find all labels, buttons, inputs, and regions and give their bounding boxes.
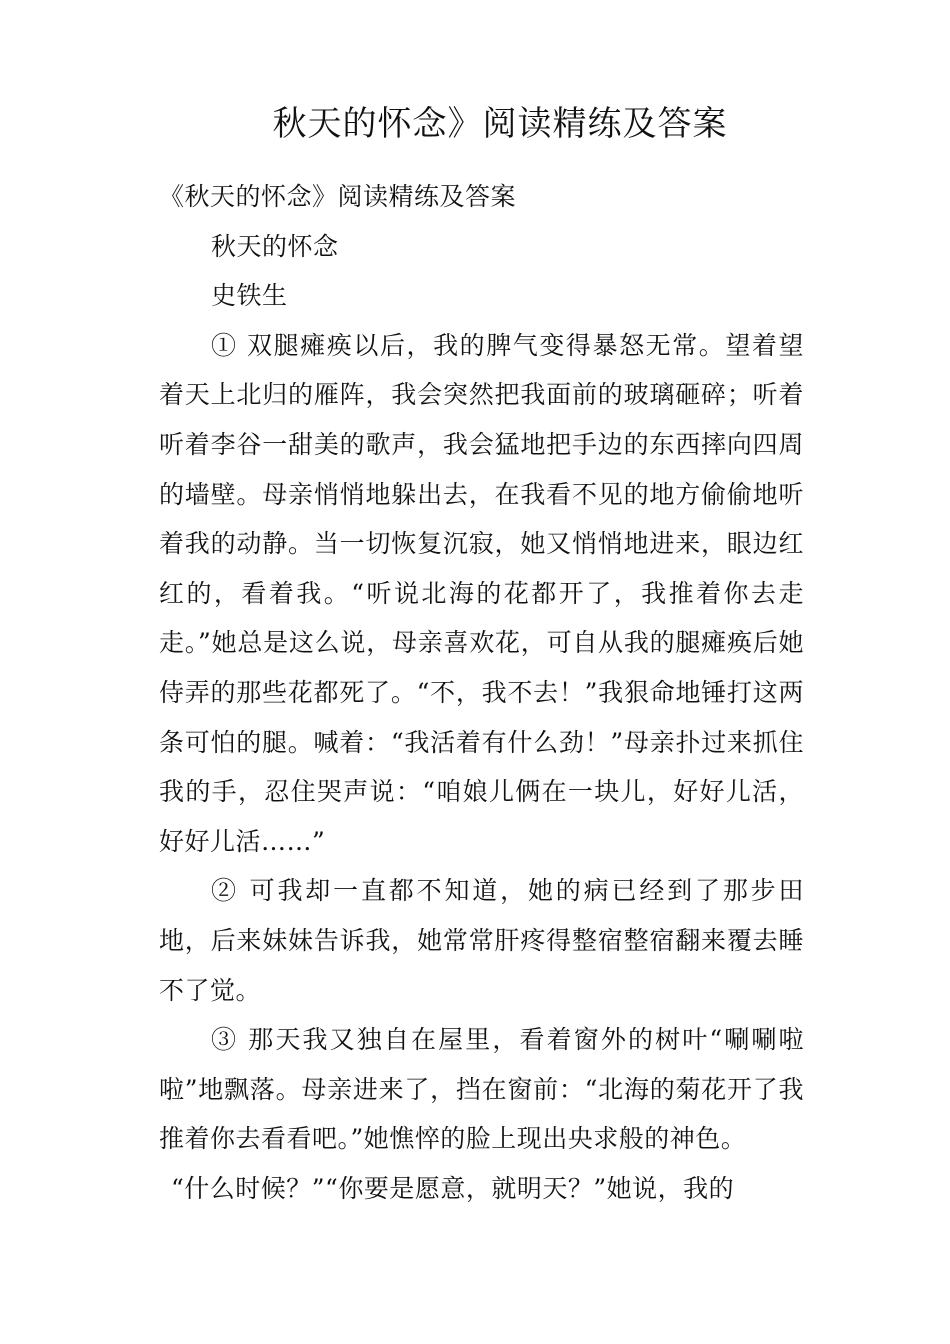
- document-title: 秋天的怀念》阅读精练及答案: [272, 104, 728, 144]
- paragraph-2: ② 可我却一直都不知道，她的病已经到了那步田地，后来妹妹告诉我，她常常肝疼得整宿整宿翻来覆去睡不了觉。: [159, 876, 804, 1005]
- paragraph-1: ① 双腿瘫痪以后，我的脾气变得暴怒无常。望着望着天上北归的雁阵，我会突然把我面前的玻璃砸碎；听着听着李谷一甜美的歌声，我会猛地把手边的东西摔向四周的墙壁。母亲悄悄地躲出去，在我看不见的地方偷偷地听着我的动静。当一切恢复沉寂，她又悄悄地进来，眼边红红的，看着我。“听说北海的花都开了，我推着你去走走。”她总是这么说，母亲喜欢花，可自从我的腿瘫痪后她侍弄的那些花都死了。“不，我不去！”我狠命地锤打这两条可怕的腿。喊着：“我活着有什么劲！”母亲扑过来抓住我的手，忍住哭声说：“咱娘儿俩在一块儿，好好儿活，好好儿活……”: [159, 330, 804, 856]
- paragraph-3: ③ 那天我又独自在屋里，看着窗外的树叶“唰唰啦啦”地飘落。母亲进来了，挡在窗前：“北海的菊花开了我推着你去看看吧。”她憔悴的脸上现出央求般的神色。: [159, 1025, 804, 1154]
- document-subtitle: 《秋天的怀念》阅读精练及答案: [159, 182, 517, 211]
- document-body: [159, 172, 804, 1213]
- essay-title: 秋天的怀念: [211, 231, 339, 261]
- paragraph-4-partial: “什么时候？”“你要是愿意，就明天？”她说，我的: [171, 1173, 735, 1203]
- author-name: 史铁生: [211, 281, 288, 311]
